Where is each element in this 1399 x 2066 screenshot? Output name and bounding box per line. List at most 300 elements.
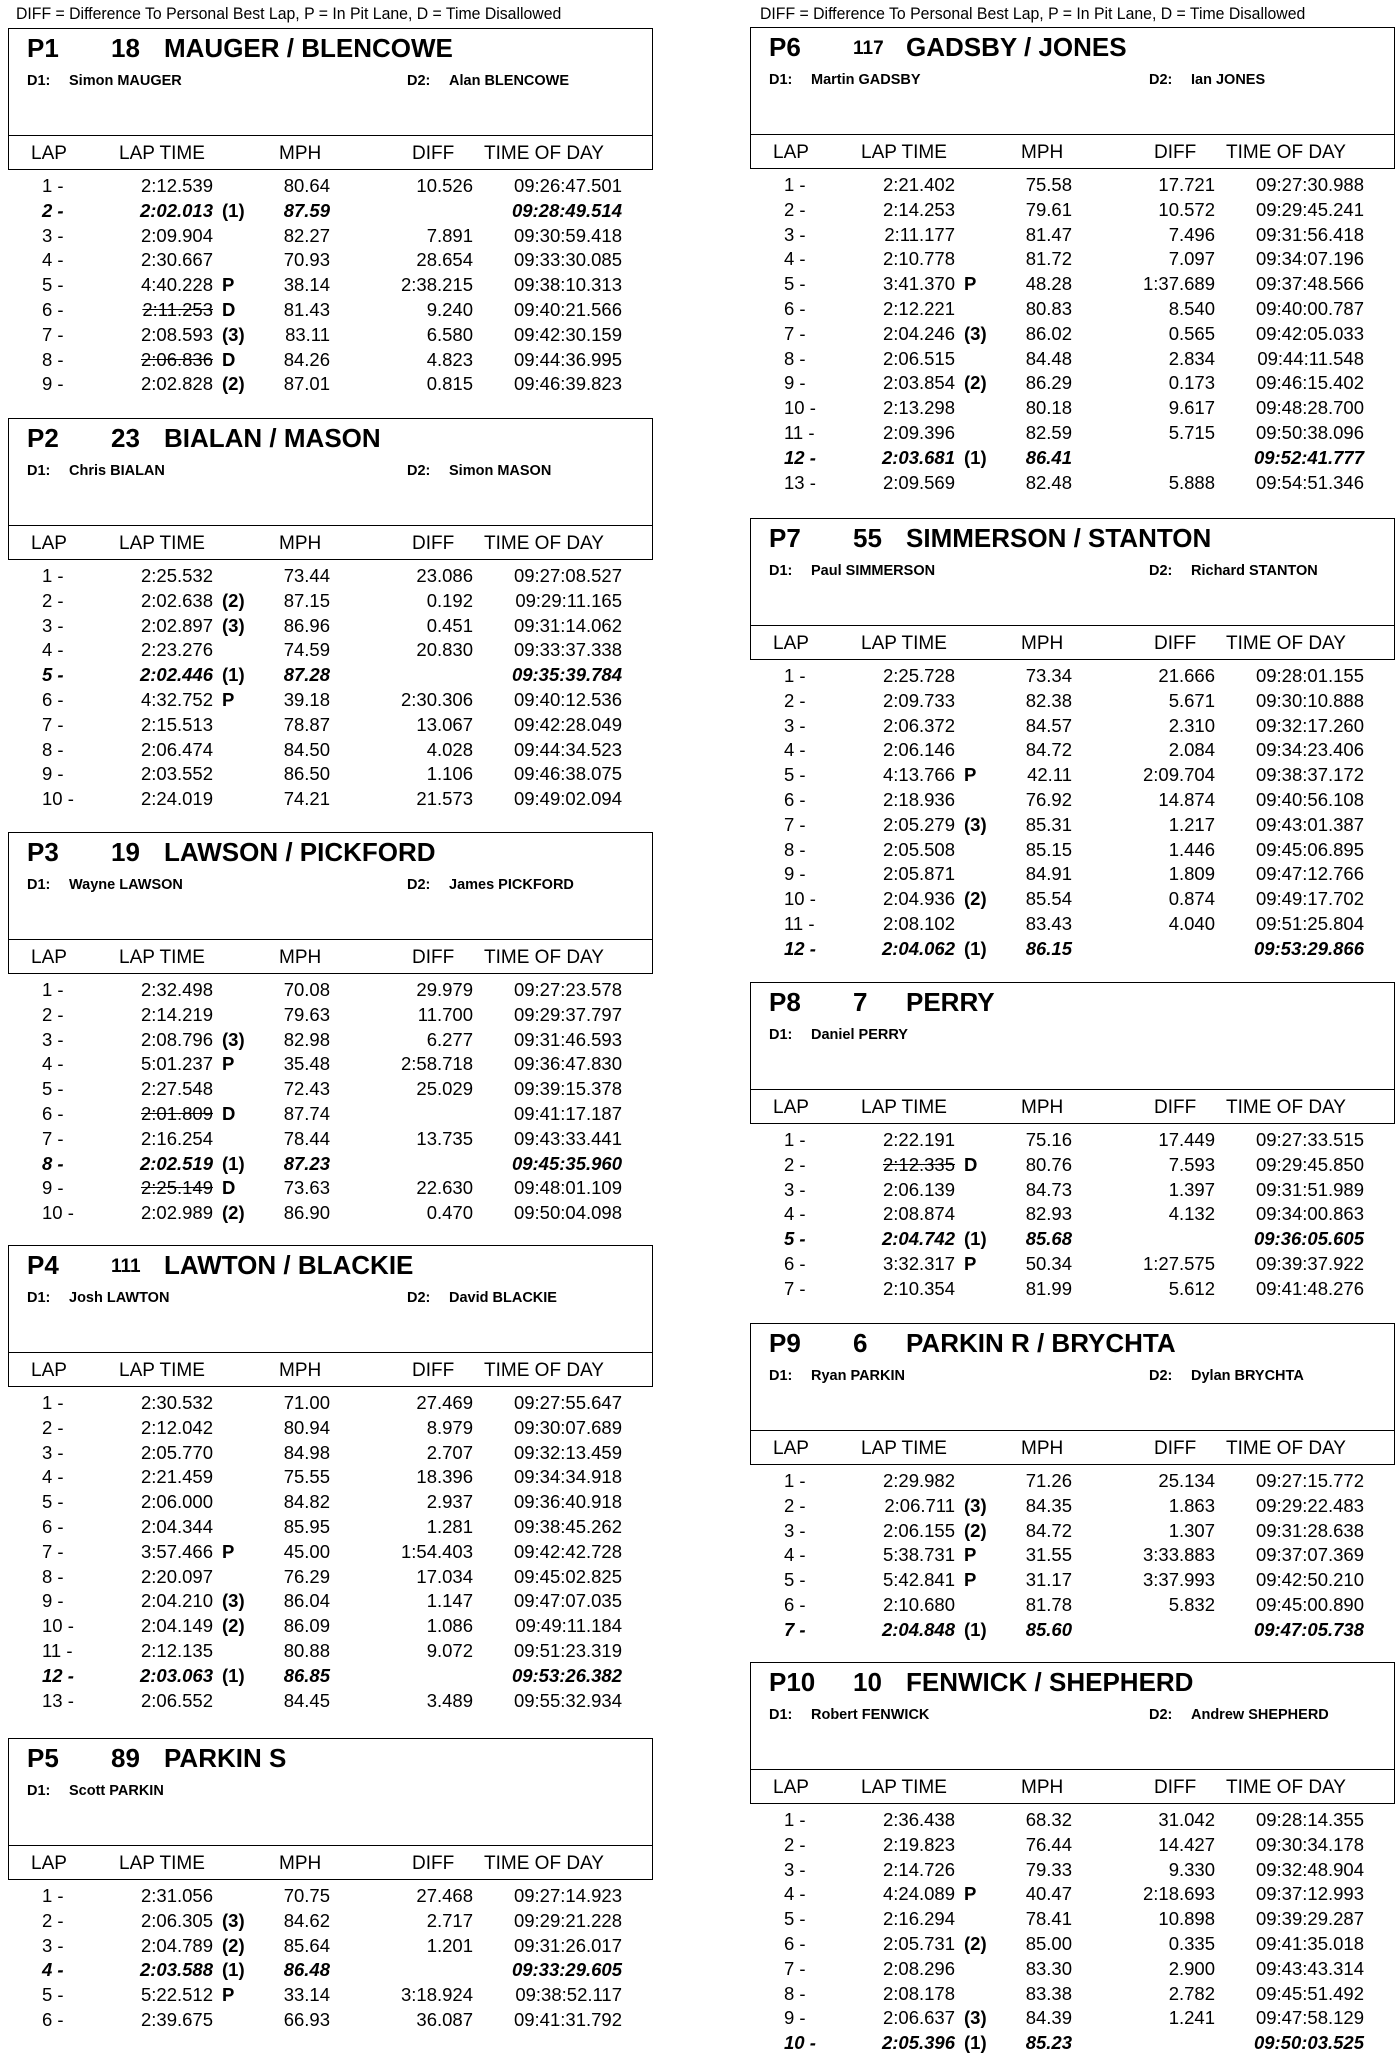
lap-time: 2:02.519 [139, 1152, 213, 1174]
lap-flag: P [964, 1252, 977, 1274]
lap-number: 4 - [784, 1203, 806, 1225]
lap-time-of-day: 09:45:51.492 [1255, 1982, 1364, 2004]
lap-number: 2 - [42, 1003, 64, 1025]
lap-number: 5 - [42, 274, 64, 296]
lap-diff: 1.106 [426, 763, 473, 785]
lap-time-of-day: 09:47:58.129 [1255, 2007, 1364, 2029]
column-header-row [8, 1846, 653, 1880]
lap-time-of-day: 09:43:33.441 [513, 1127, 622, 1149]
driver-2 [1149, 1368, 1304, 1384]
lap-time: 2:12.221 [882, 297, 955, 319]
lap-header: LAP [773, 142, 809, 163]
lap-diff: 3:18.924 [400, 1984, 473, 2006]
car-number: 19 [111, 837, 140, 867]
lap-diff: 7.891 [426, 224, 473, 246]
lap-time: 2:09.904 [140, 224, 213, 246]
lap-time: 2:12.335 [882, 1153, 955, 1175]
lap-time: 2:04.789 [140, 1934, 213, 1956]
driver-1-label: D1: [27, 73, 51, 89]
position-label: P10 [769, 1667, 816, 1697]
team-names: LAWTON / BLACKIE [164, 1250, 414, 1280]
lap-diff: 2.310 [1168, 714, 1215, 736]
lap-time-of-day: 09:51:23.319 [513, 1639, 622, 1661]
lap-number: 1 - [42, 979, 64, 1000]
lap-time: 3:41.370 [882, 273, 955, 295]
lap-mph: 83.11 [285, 323, 330, 345]
lap-diff: 1.863 [1168, 1494, 1215, 1516]
lap-mph: 84.35 [1025, 1494, 1072, 1516]
lap-time-of-day: 09:31:26.017 [513, 1934, 622, 1956]
lap-time-of-day: 09:44:11.548 [1257, 347, 1364, 369]
lap-mph: 86.48 [283, 1959, 330, 1981]
lap-number: 6 - [42, 298, 64, 320]
lap-flag: (3) [222, 1590, 245, 1612]
lap-flag: (2) [222, 589, 245, 611]
lap-diff: 1:37.689 [1142, 273, 1215, 295]
column-header-row [8, 940, 653, 974]
lap-time-of-day: 09:36:40.918 [513, 1491, 622, 1513]
lap-time: 2:30.667 [140, 249, 213, 271]
lap-row [8, 1515, 653, 1540]
lap-diff: 1.201 [426, 1934, 473, 1956]
lap-diff: 29.979 [416, 979, 473, 1000]
lap-diff: 1:54.403 [400, 1540, 473, 1562]
lap-row [8, 1465, 653, 1490]
lap-flag: (2) [964, 1932, 987, 1954]
driver-2-name: Alan BLENCOWE [449, 73, 570, 89]
lap-time-of-day: 09:41:35.018 [1255, 1932, 1364, 1954]
diff-header: DIFF [412, 1360, 455, 1381]
car-number: 10 [853, 1667, 882, 1697]
lap-time: 2:16.254 [140, 1127, 213, 1149]
lap-diff: 9.617 [1168, 397, 1215, 419]
lap-number: 4 - [42, 1959, 64, 1981]
lap-time-of-day: 09:27:23.578 [513, 979, 622, 1000]
lap-flag: (2) [964, 372, 987, 394]
lap-diff: 10.572 [1158, 198, 1215, 220]
lap-mph: 31.17 [1025, 1569, 1072, 1591]
lap-row [8, 1127, 653, 1152]
lap-mph: 85.15 [1025, 838, 1072, 860]
lap-number: 5 - [784, 1908, 806, 1930]
driver-2-name: Richard STANTON [1191, 563, 1318, 579]
driver-2-label: D2: [1149, 563, 1173, 579]
lap-mph: 86.96 [283, 614, 330, 636]
lap-number: 3 - [42, 224, 64, 246]
lap-time-of-day: 09:29:45.850 [1255, 1153, 1364, 1175]
lap-mph: 78.44 [283, 1127, 330, 1149]
lap-row [750, 1833, 1395, 1858]
lap-row [750, 763, 1395, 788]
lap-number: 1 - [42, 175, 64, 196]
lap-time-of-day: 09:32:13.459 [513, 1441, 622, 1463]
lap-mph: 80.76 [1025, 1153, 1072, 1175]
car-number: 7 [853, 987, 868, 1017]
lap-diff: 1.241 [1168, 2007, 1215, 2029]
lap-time-of-day: 09:30:10.888 [1255, 689, 1364, 711]
lap-row [750, 689, 1395, 714]
lap-diff: 4.040 [1168, 912, 1215, 934]
lap-diff: 18.396 [416, 1466, 473, 1488]
driver-2-label: D2: [407, 1290, 431, 1306]
lap-diff: 1.446 [1168, 838, 1215, 860]
lap-time-of-day: 09:29:22.483 [1255, 1494, 1364, 1516]
lap-mph: 84.98 [283, 1441, 330, 1463]
lap-time-header: LAP TIME [119, 947, 205, 968]
lap-header: LAP [31, 947, 67, 968]
lap-number: 5 - [784, 1569, 806, 1591]
lap-row [8, 348, 653, 373]
lap-row [8, 1934, 653, 1959]
driver-2-name: David BLACKIE [449, 1290, 557, 1306]
lap-time-of-day: 09:28:14.355 [1255, 1809, 1364, 1830]
lap-number: 10 - [42, 1615, 74, 1637]
lap-diff: 3:33.883 [1142, 1544, 1215, 1566]
car-number: 18 [111, 33, 140, 63]
lap-row [8, 1909, 653, 1934]
lap-time: 2:10.354 [882, 1277, 955, 1299]
lap-mph: 80.94 [283, 1416, 330, 1438]
driver-1-label: D1: [769, 563, 793, 579]
lap-number: 5 - [42, 664, 64, 686]
lap-number: 3 - [784, 1178, 806, 1200]
diff-header: DIFF [412, 533, 455, 554]
lap-row [750, 1519, 1395, 1544]
lap-number: 2 - [42, 1416, 64, 1438]
lap-diff: 0.815 [426, 373, 473, 395]
lap-time: 2:05.279 [882, 813, 955, 835]
lap-mph: 84.57 [1025, 714, 1072, 736]
lap-rows [8, 978, 653, 1226]
lap-row [750, 912, 1395, 937]
lap-row [750, 1178, 1395, 1203]
lap-flag: (2) [964, 888, 987, 910]
lap-time-of-day: 09:30:07.689 [513, 1416, 622, 1438]
lap-time: 2:36.438 [882, 1809, 955, 1830]
lap-time: 2:16.294 [882, 1908, 955, 1930]
lap-mph: 85.31 [1025, 813, 1072, 835]
lap-time: 2:14.726 [882, 1858, 955, 1880]
lap-flag: (2) [222, 373, 245, 395]
lap-number: 13 - [784, 471, 816, 493]
mph-header: MPH [279, 143, 322, 164]
lap-diff: 2.782 [1168, 1982, 1215, 2004]
lap-time-of-day: 09:54:51.346 [1255, 471, 1364, 493]
lap-time: 2:29.982 [882, 1470, 955, 1491]
lap-row [8, 1028, 653, 1053]
lap-row [750, 1494, 1395, 1519]
column-header-row [8, 526, 653, 560]
lap-time-of-day: 09:27:33.515 [1255, 1129, 1364, 1150]
driver-1 [27, 463, 165, 479]
lap-mph: 80.64 [283, 175, 330, 196]
driver-1-name: Wayne LAWSON [69, 877, 183, 893]
lap-number: 7 - [42, 1127, 64, 1149]
lap-diff: 2.717 [426, 1909, 473, 1931]
lap-number: 8 - [42, 1565, 64, 1587]
legend-text: DIFF = Difference To Personal Best Lap, P = In Pit Lane, D = Time Disallowed [16, 4, 562, 23]
lap-row [750, 223, 1395, 248]
lap-diff: 8.540 [1168, 297, 1215, 319]
lap-mph: 33.14 [283, 1984, 330, 2006]
lap-diff: 13.735 [416, 1127, 473, 1149]
lap-mph: 40.47 [1025, 1883, 1072, 1905]
lap-mph: 82.59 [1025, 421, 1072, 443]
lap-time-of-day: 09:39:15.378 [513, 1078, 622, 1100]
driver-1-name: Paul SIMMERSON [811, 563, 936, 579]
lap-diff: 14.874 [1158, 788, 1215, 810]
lap-number: 9 - [42, 373, 64, 395]
lap-row [750, 247, 1395, 272]
time-of-day-header: TIME OF DAY [1226, 142, 1346, 163]
lap-row [750, 862, 1395, 887]
lap-number: 6 - [784, 1932, 806, 1954]
lap-number: 8 - [784, 347, 806, 369]
lap-diff: 2.937 [426, 1491, 473, 1513]
lap-time: 2:06.139 [882, 1178, 955, 1200]
lap-time: 2:05.770 [140, 1441, 213, 1463]
lap-time: 2:09.396 [882, 421, 955, 443]
lap-row [8, 1102, 653, 1127]
entry-header [750, 518, 1395, 626]
lap-mph: 75.16 [1025, 1129, 1072, 1150]
lap-row [750, 813, 1395, 838]
lap-mph: 81.72 [1025, 248, 1072, 270]
lap-time: 2:18.936 [882, 788, 955, 810]
lap-row [750, 198, 1395, 223]
diff-header: DIFF [1154, 1097, 1197, 1118]
lap-time-of-day: 09:28:01.155 [1255, 665, 1364, 686]
lap-row [750, 1808, 1395, 1833]
lap-row [8, 787, 653, 812]
team-names: FENWICK / SHEPHERD [906, 1667, 1194, 1697]
position-label: P8 [769, 987, 801, 1017]
time-of-day-header: TIME OF DAY [484, 947, 604, 968]
lap-diff: 13.067 [416, 713, 473, 735]
lap-row [750, 1469, 1395, 1494]
lap-time: 2:04.210 [140, 1590, 213, 1612]
lap-time-of-day: 09:34:34.918 [513, 1466, 622, 1488]
lap-diff: 10.898 [1158, 1908, 1215, 1930]
lap-row [8, 1201, 653, 1226]
lap-diff: 2.900 [1168, 1957, 1215, 1979]
driver-2-label: D2: [1149, 72, 1173, 88]
lap-row [8, 298, 653, 323]
lap-time-of-day: 09:35:39.784 [511, 664, 622, 686]
lap-time-of-day: 09:45:00.890 [1255, 1593, 1364, 1615]
lap-diff: 1.809 [1168, 863, 1215, 885]
lap-time-of-day: 09:50:03.525 [1253, 2032, 1364, 2054]
lap-time: 2:12.135 [140, 1639, 213, 1661]
lap-time-of-day: 09:31:51.989 [1255, 1178, 1364, 1200]
lap-time: 2:06.836 [140, 348, 213, 370]
driver-1 [27, 73, 182, 89]
lap-time: 2:08.296 [882, 1957, 955, 1979]
lap-number: 4 - [42, 639, 64, 661]
lap-number: 12 - [784, 446, 816, 468]
entry-header [8, 1245, 653, 1353]
lap-time: 2:06.711 [884, 1494, 955, 1516]
lap-number: 2 - [784, 1494, 806, 1516]
lap-time-of-day: 09:27:55.647 [513, 1392, 622, 1413]
lap-header: LAP [31, 1853, 67, 1874]
lap-time-of-day: 09:41:31.792 [513, 2008, 622, 2030]
lap-time: 2:02.828 [140, 373, 213, 395]
driver-2 [1149, 1707, 1329, 1723]
lap-time-of-day: 09:42:50.210 [1255, 1569, 1364, 1591]
lap-flag: (3) [222, 1028, 245, 1050]
lap-time: 2:25.728 [882, 665, 955, 686]
lap-rows [750, 1469, 1395, 1643]
lap-time-of-day: 09:34:07.196 [1255, 248, 1364, 270]
lap-diff: 7.097 [1168, 248, 1215, 270]
diff-header: DIFF [412, 947, 455, 968]
lap-number: 2 - [42, 1909, 64, 1931]
position-label: P1 [27, 33, 59, 63]
lap-mph: 73.44 [283, 565, 330, 586]
lap-flag: (1) [964, 2032, 987, 2054]
lap-flag: (3) [222, 1909, 245, 1931]
lap-number: 2 - [784, 198, 806, 220]
lap-number: 9 - [42, 763, 64, 785]
lap-mph: 85.68 [1025, 1228, 1072, 1250]
lap-time: 2:08.178 [882, 1982, 955, 2004]
driver-1 [769, 72, 921, 88]
lap-row [750, 272, 1395, 297]
lap-diff: 25.029 [416, 1078, 473, 1100]
lap-time: 2:03.681 [881, 446, 955, 468]
lap-row [8, 199, 653, 224]
lap-row [750, 396, 1395, 421]
lap-mph: 87.15 [283, 589, 330, 611]
lap-flag: (1) [222, 664, 245, 686]
lap-time: 2:12.539 [140, 175, 213, 196]
lap-mph: 83.43 [1025, 912, 1072, 934]
lap-number: 6 - [42, 1515, 64, 1537]
lap-diff: 0.451 [426, 614, 473, 636]
lap-number: 5 - [42, 1984, 64, 2006]
lap-mph: 84.72 [1025, 739, 1072, 761]
lap-time-of-day: 09:27:14.923 [513, 1885, 622, 1906]
lap-number: 5 - [42, 1491, 64, 1513]
lap-time: 2:04.246 [882, 322, 955, 344]
lap-flag: (3) [964, 322, 987, 344]
lap-time-of-day: 09:34:00.863 [1255, 1203, 1364, 1225]
position-label: P6 [769, 32, 801, 62]
lap-number: 3 - [784, 1858, 806, 1880]
lap-diff: 2:38.215 [400, 274, 473, 296]
lap-time-of-day: 09:38:52.117 [515, 1984, 622, 2006]
lap-row [750, 471, 1395, 496]
driver-1 [27, 877, 183, 893]
lap-time: 2:20.097 [140, 1565, 213, 1587]
driver-2-label: D2: [407, 463, 431, 479]
lap-mph: 84.62 [283, 1909, 330, 1931]
lap-rows [8, 1884, 653, 2033]
lap-time-of-day: 09:42:30.159 [513, 323, 622, 345]
column-header-row [8, 136, 653, 170]
team-names: PARKIN S [164, 1743, 287, 1773]
lap-row [750, 738, 1395, 763]
lap-diff: 0.565 [1168, 322, 1215, 344]
lap-time: 2:24.019 [140, 788, 213, 810]
lap-row [8, 1052, 653, 1077]
driver-1 [27, 1783, 164, 1799]
lap-diff: 17.721 [1158, 174, 1215, 195]
entry-header [8, 28, 653, 136]
lap-time: 2:09.569 [882, 471, 955, 493]
lap-time: 2:06.155 [882, 1519, 955, 1541]
lap-diff: 4.823 [426, 348, 473, 370]
lap-diff: 2.834 [1168, 347, 1215, 369]
lap-time-of-day: 09:44:34.523 [513, 738, 622, 760]
lap-number: 4 - [784, 1544, 806, 1566]
lap-diff: 0.192 [426, 589, 473, 611]
lap-diff: 9.072 [426, 1639, 473, 1661]
lap-time: 2:14.219 [140, 1003, 213, 1025]
lap-mph: 84.39 [1025, 2007, 1072, 2029]
lap-rows [750, 1128, 1395, 1302]
lap-flag: P [222, 1540, 235, 1562]
lap-time: 2:06.515 [882, 347, 955, 369]
time-of-day-header: TIME OF DAY [1226, 633, 1346, 654]
lap-mph: 73.63 [283, 1177, 330, 1199]
lap-diff: 17.449 [1158, 1129, 1215, 1150]
lap-diff: 5.888 [1168, 471, 1215, 493]
lap-row [8, 174, 653, 199]
diff-header: DIFF [1154, 1777, 1197, 1798]
time-of-day-header: TIME OF DAY [484, 533, 604, 554]
lap-time-of-day: 09:48:01.109 [513, 1177, 622, 1199]
lap-time-header: LAP TIME [119, 1360, 205, 1381]
lap-time: 2:04.848 [881, 1618, 955, 1640]
lap-number: 7 - [42, 1540, 64, 1562]
lap-row [8, 1958, 653, 1983]
driver-2 [407, 463, 551, 479]
team-names: PARKIN R / BRYCHTA [906, 1328, 1176, 1358]
lap-mph: 86.09 [283, 1615, 330, 1637]
lap-time: 2:02.013 [139, 199, 213, 221]
lap-time-of-day: 09:41:48.276 [1255, 1277, 1364, 1299]
lap-time: 4:13.766 [882, 764, 955, 786]
driver-2-label: D2: [1149, 1368, 1173, 1384]
lap-diff: 25.134 [1158, 1470, 1215, 1491]
lap-flag: (3) [222, 323, 245, 345]
lap-mph: 75.58 [1025, 174, 1072, 195]
lap-time-of-day: 09:51:25.804 [1255, 912, 1364, 934]
car-number: 23 [111, 423, 140, 453]
lap-time-of-day: 09:45:35.960 [511, 1152, 622, 1174]
lap-mph: 78.41 [1025, 1908, 1072, 1930]
lap-number: 4 - [42, 249, 64, 271]
lap-row [8, 638, 653, 663]
driver-1 [769, 1027, 908, 1043]
lap-mph: 84.72 [1025, 1519, 1072, 1541]
lap-time-of-day: 09:30:34.178 [1255, 1833, 1364, 1855]
lap-time: 2:32.498 [140, 979, 213, 1000]
lap-row [750, 788, 1395, 813]
driver-1-label: D1: [769, 72, 793, 88]
lap-mph: 84.50 [283, 738, 330, 760]
lap-row [8, 1416, 653, 1441]
lap-diff: 1.086 [426, 1615, 473, 1637]
lap-time-of-day: 09:40:21.566 [513, 298, 622, 320]
driver-1-label: D1: [769, 1027, 793, 1043]
lap-time-of-day: 09:29:11.165 [515, 589, 622, 611]
lap-number: 4 - [42, 1053, 64, 1075]
lap-number: 6 - [42, 2008, 64, 2030]
lap-time: 2:06.000 [140, 1491, 213, 1513]
